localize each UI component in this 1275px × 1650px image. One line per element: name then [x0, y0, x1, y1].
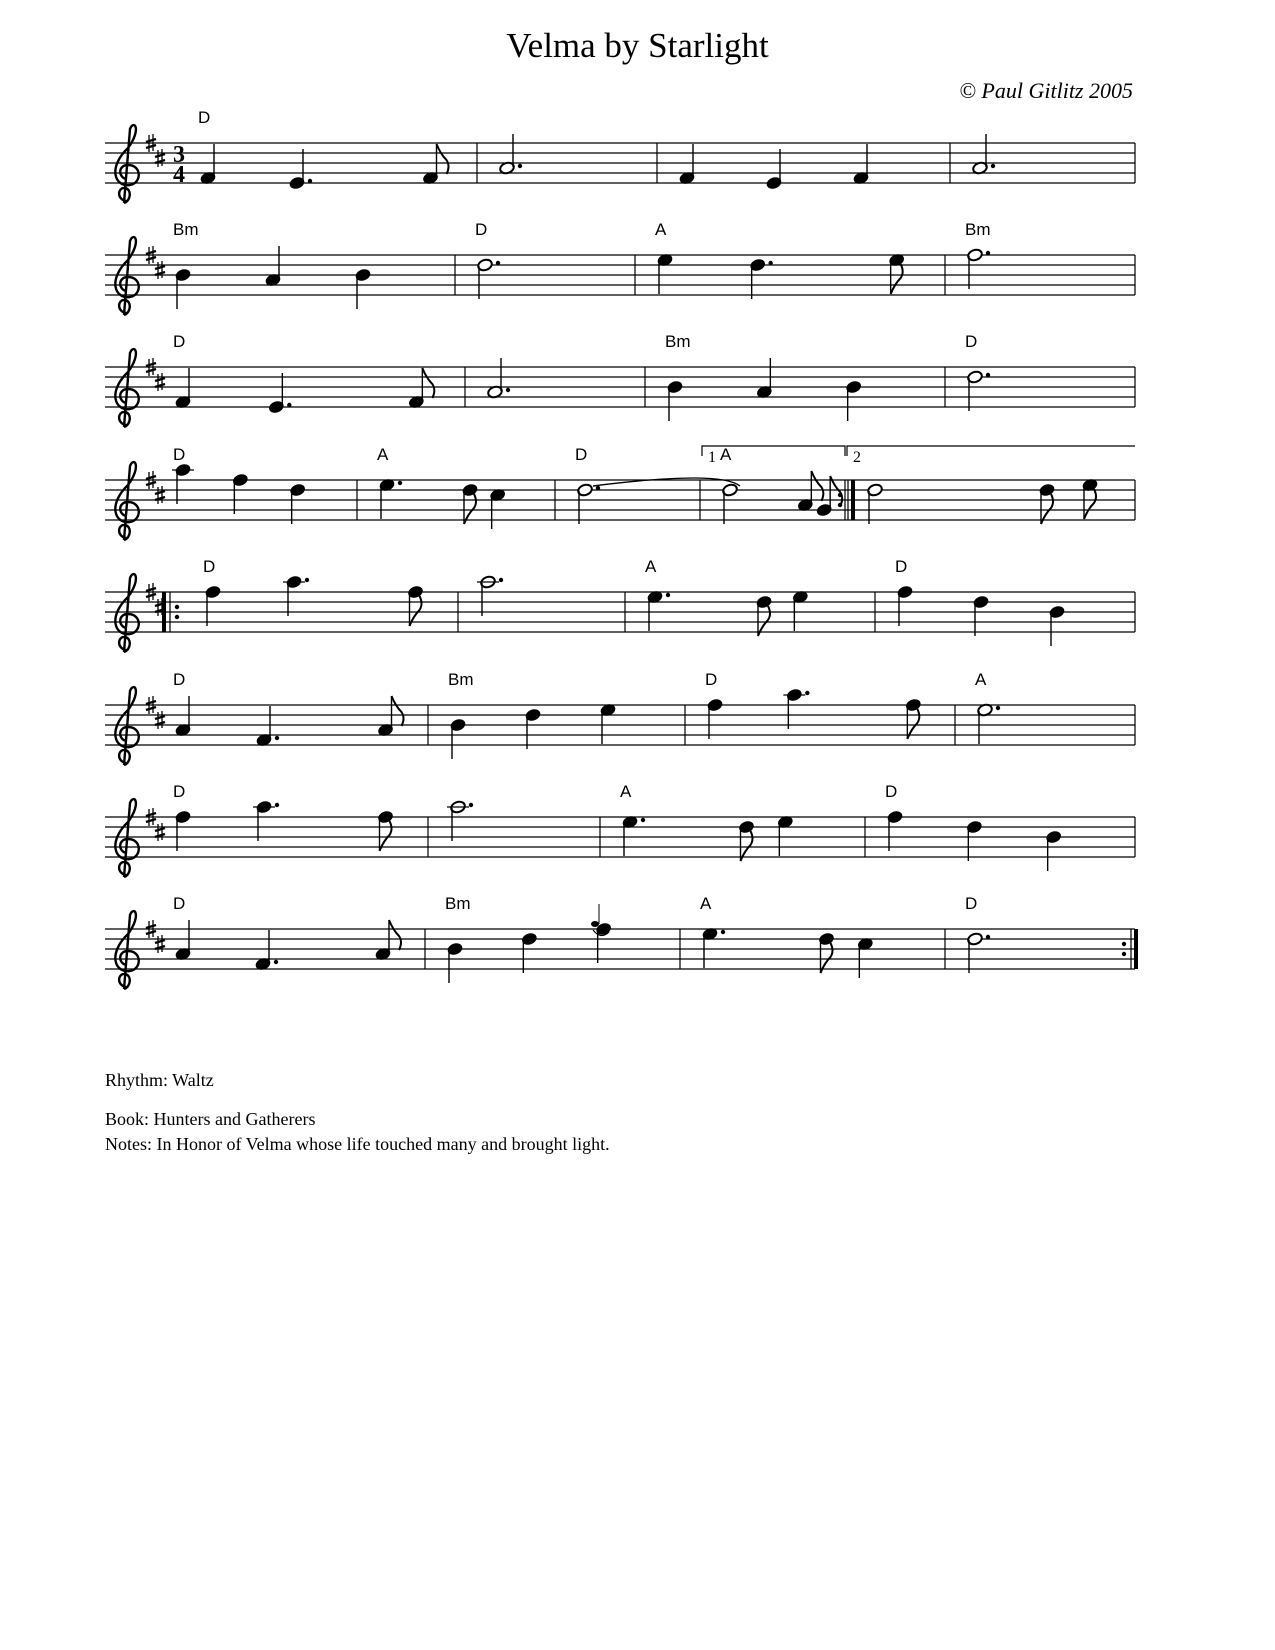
flag [1084, 489, 1096, 519]
note [477, 575, 503, 616]
note [857, 937, 874, 978]
chord-symbol: D [173, 332, 186, 351]
chord-symbol: D [475, 220, 488, 239]
note [749, 258, 772, 299]
note [797, 471, 823, 512]
note [379, 478, 402, 519]
note [595, 922, 612, 963]
time-signature-bottom: 4 [173, 162, 185, 188]
flag [811, 471, 823, 501]
chord-symbol: Bm [665, 332, 691, 351]
chord-symbol: D [173, 782, 186, 801]
dot [805, 691, 809, 695]
chord-symbol: D [885, 782, 898, 801]
chord-symbol: D [173, 894, 186, 913]
note [756, 595, 773, 636]
note [887, 810, 904, 851]
note [967, 248, 990, 289]
chord-symbol: D [203, 557, 216, 576]
note [1082, 478, 1099, 519]
note [679, 144, 696, 185]
note [600, 703, 617, 744]
note [268, 373, 291, 414]
chord-symbol: A [975, 670, 987, 689]
note [702, 927, 725, 968]
note [792, 590, 809, 631]
note [450, 718, 467, 759]
note [756, 358, 773, 399]
rhythm-info: Rhythm: Waltz [105, 1070, 214, 1090]
volta-bracket [847, 446, 1135, 456]
clef-stroke [115, 574, 138, 652]
flag [422, 368, 434, 398]
time-signature-top: 3 [173, 142, 185, 168]
repeat-dot [175, 615, 179, 619]
note [816, 476, 842, 517]
note [477, 258, 500, 299]
note [283, 575, 309, 616]
note [967, 370, 990, 411]
dot [308, 179, 312, 183]
dot [768, 261, 772, 265]
note [967, 932, 990, 973]
book-info: Book: Hunters and Gatherers [105, 1109, 316, 1129]
note [172, 463, 194, 504]
note [175, 368, 192, 409]
treble-clef-icon [115, 125, 138, 203]
dot [274, 960, 278, 964]
note [707, 698, 724, 739]
dot [275, 803, 279, 807]
dot [398, 481, 402, 485]
flag [437, 144, 449, 174]
dot [991, 164, 995, 168]
chord-symbol: D [198, 108, 211, 127]
note [499, 134, 522, 175]
composer-credit: © Paul Gitlitz 2005 [959, 78, 1133, 103]
note [738, 820, 755, 861]
note [175, 920, 192, 961]
chord-symbol: D [965, 894, 978, 913]
note [200, 144, 217, 185]
dot [986, 373, 990, 377]
chord-symbol: A [377, 445, 389, 464]
note [1045, 830, 1062, 871]
sharp-icon [155, 711, 165, 729]
note [487, 358, 510, 399]
note [647, 590, 670, 631]
dot [666, 593, 670, 597]
note [175, 696, 192, 737]
dot [641, 818, 645, 822]
treble-clef-icon [115, 799, 138, 877]
chord-symbol: D [173, 670, 186, 689]
dot [986, 251, 990, 255]
note [205, 585, 222, 626]
repeat-dot [175, 605, 179, 609]
notes-info: Notes: In Honor of Velma whose life touched many and brought light. [105, 1134, 610, 1154]
chord-symbol: A [720, 445, 732, 464]
chord-symbol: Bm [445, 894, 471, 913]
note [783, 688, 809, 729]
chord-symbol: A [700, 894, 712, 913]
note [966, 820, 983, 861]
note [972, 134, 995, 175]
note [175, 268, 192, 309]
clef-stroke [115, 687, 138, 765]
tie [593, 478, 740, 486]
note [853, 144, 870, 185]
note [888, 253, 905, 294]
clef-stroke [115, 799, 138, 877]
note [766, 149, 783, 190]
note [253, 800, 279, 841]
note [407, 585, 424, 626]
note [175, 810, 192, 851]
note [422, 144, 448, 185]
note [255, 930, 278, 971]
treble-clef-icon [115, 574, 138, 652]
note [722, 483, 739, 524]
note [377, 696, 403, 737]
note [462, 483, 479, 524]
clef-stroke [115, 349, 138, 427]
repeat-dot [838, 503, 842, 507]
note [447, 942, 464, 983]
chord-symbol: A [655, 220, 667, 239]
repeat-dot [838, 493, 842, 497]
sharp-icon [155, 486, 165, 504]
flag [389, 920, 401, 950]
chord-symbol: Bm [448, 670, 474, 689]
dot [721, 930, 725, 934]
chord-symbol: D [705, 670, 718, 689]
note [818, 932, 835, 973]
treble-clef-icon [115, 237, 138, 315]
volta-number: 2 [853, 449, 861, 466]
note [377, 810, 394, 851]
sharp-icon [155, 149, 165, 167]
note [408, 368, 434, 409]
flag [891, 264, 903, 294]
note [375, 920, 401, 961]
note [289, 483, 306, 524]
chord-symbol: Bm [965, 220, 991, 239]
note [845, 380, 862, 421]
note [1039, 483, 1056, 524]
tune-title: Velma by Starlight [506, 26, 769, 65]
treble-clef-icon [115, 687, 138, 765]
dot [596, 486, 600, 490]
chord-symbol: D [965, 332, 978, 351]
dot [496, 261, 500, 265]
clef-stroke [115, 911, 138, 989]
chord-symbol: D [575, 445, 588, 464]
flag [392, 696, 404, 726]
sharp-icon [155, 373, 165, 391]
note [521, 932, 538, 973]
chord-symbol: A [645, 557, 657, 576]
chord-symbol: D [173, 445, 186, 464]
dot [305, 578, 309, 582]
note [232, 473, 249, 514]
repeat-dot [1122, 952, 1126, 956]
sharp-icon [155, 935, 165, 953]
note [447, 800, 473, 841]
note [289, 149, 312, 190]
note [973, 595, 990, 636]
dot [996, 706, 1000, 710]
note [256, 706, 279, 747]
dot [275, 736, 279, 740]
sharp-icon [155, 823, 165, 841]
note [622, 815, 645, 856]
clef-stroke [115, 237, 138, 315]
chord-symbol: A [620, 782, 632, 801]
treble-clef-icon [115, 911, 138, 989]
grace-note [591, 921, 599, 927]
repeat-dot [1122, 942, 1126, 946]
note [355, 268, 372, 309]
clef-stroke [115, 462, 138, 540]
note [867, 483, 884, 524]
note [1049, 605, 1066, 646]
volta-number: 1 [708, 449, 716, 466]
note [667, 380, 684, 421]
treble-clef-icon [115, 349, 138, 427]
dot [469, 803, 473, 807]
dot [986, 935, 990, 939]
chord-symbol: Bm [173, 220, 199, 239]
sharp-icon [155, 261, 165, 279]
note [525, 708, 542, 749]
dot [287, 403, 291, 407]
note [657, 253, 674, 294]
note [265, 246, 282, 287]
treble-clef-icon [115, 462, 138, 540]
clef-stroke [115, 125, 138, 203]
dot [499, 578, 503, 582]
chord-symbol: D [895, 557, 908, 576]
note [897, 585, 914, 626]
note [777, 815, 794, 856]
note [577, 483, 600, 524]
note [489, 488, 506, 529]
note [905, 698, 922, 739]
note [977, 703, 1000, 744]
dot [518, 164, 522, 168]
dot [506, 388, 510, 392]
